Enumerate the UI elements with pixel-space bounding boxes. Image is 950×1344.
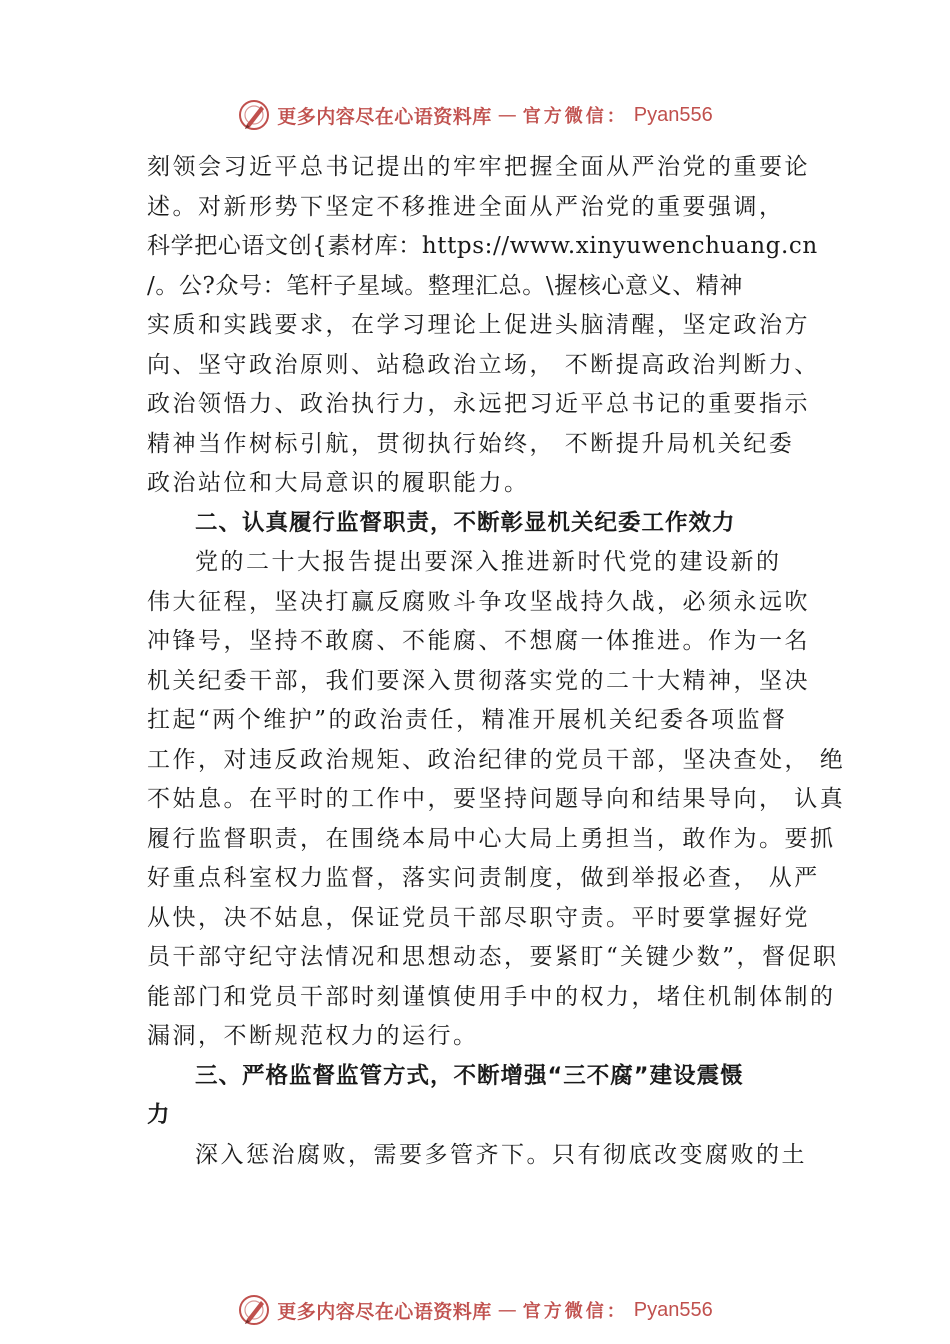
text-line: 实质和实践要求，在学习理论上促进头脑清醒，坚定政治方 bbox=[147, 312, 810, 338]
text-line: 工作，对违反政治规矩、政治纪律的党员干部，坚决查处， 绝 bbox=[147, 746, 846, 773]
paragraph-2 bbox=[147, 543, 846, 1057]
text-line: 精神当作树标引航，贯彻执行始终， 不断提升局机关纪委 bbox=[147, 430, 795, 457]
text-line: /。公?众号：笔杆子星域。整理汇总。\握核心意义、精神 bbox=[147, 272, 744, 299]
text-line: 政治站位和大局意识的履职能力。 bbox=[147, 470, 530, 496]
text-line: 能部门和党员干部时刻谨慎使用手中的权力，堵住机制体制的 bbox=[147, 983, 836, 1010]
text-line: 向、坚守政治原则、站稳政治立场， 不断提高政治判断力、 bbox=[147, 351, 820, 378]
paragraph-3 bbox=[147, 1136, 822, 1176]
banner-wechat-id: Pyan556 bbox=[633, 103, 713, 126]
text-line: 冲锋号，坚持不敢腐、不能腐、不想腐一体推进。作为一名 bbox=[147, 628, 810, 654]
section-heading-2: 二、认真履行监督职责，不断彰显机关纪委工作效力 bbox=[195, 509, 736, 536]
section-heading-3-continued: 力 bbox=[147, 1102, 171, 1128]
banner-brand: 更多内容尽在心语资料库 bbox=[277, 105, 492, 128]
text-line: 扛起“两个维护”的政治责任，精准开展机关纪委各项监督 bbox=[147, 707, 788, 733]
text-line: 科学把心语文创{素材库：https://www.xinyuwenchuang.cn bbox=[147, 233, 818, 259]
text-line: 伟大征程，坚决打赢反腐败斗争攻坚战持久战，必须永远吹 bbox=[147, 588, 810, 615]
pen-circle-logo-icon bbox=[237, 98, 271, 132]
text-line: 不姑息。在平时的工作中，要坚持问题导向和结果导向， 认真 bbox=[147, 786, 846, 812]
document-body bbox=[147, 148, 846, 1175]
banner-wechat-id: Pyan556 bbox=[633, 1298, 713, 1321]
text-line: 从快，决不姑息，保证党员干部尽职守责。平时要掌握好党 bbox=[147, 904, 810, 931]
text-line: 政治领悟力、政治执行力，永远把习近平总书记的重要指示 bbox=[147, 391, 810, 417]
text-line: 机关纪委干部，我们要深入贯彻落实党的二十大精神，坚决 bbox=[147, 667, 810, 694]
banner-wechat-label: 官方微信： bbox=[522, 106, 628, 127]
text-line: 深入惩治腐败，需要多管齐下。只有彻底改变腐败的土 bbox=[195, 1141, 807, 1168]
banner-separator: — bbox=[497, 104, 517, 126]
header-watermark-banner bbox=[0, 95, 950, 135]
text-line: 员干部守纪守法情况和思想动态，要紧盯“关键少数”，督促职 bbox=[147, 944, 839, 970]
banner-wechat-label: 官方微信： bbox=[522, 1301, 628, 1322]
pen-circle-logo-icon bbox=[237, 1293, 271, 1327]
text-line: 履行监督职责，在围绕本局中心大局上勇担当，敢作为。要抓 bbox=[147, 825, 836, 852]
footer-watermark-banner bbox=[0, 1290, 950, 1330]
text-line: 述。对新形势下坚定不移推进全面从严治党的重要强调， bbox=[147, 193, 785, 220]
section-heading-3: 三、严格监督监管方式，不断增强“三不腐”建设震慑 bbox=[195, 1062, 744, 1089]
text-line: 好重点科室权力监督，落实问责制度，做到举报必查， 从严 bbox=[147, 865, 820, 891]
text-line: 漏洞，不断规范权力的运行。 bbox=[147, 1023, 479, 1049]
paragraph-1 bbox=[147, 148, 822, 504]
text-line: 党的二十大报告提出要深入推进新时代党的建设新的 bbox=[195, 549, 782, 575]
banner-separator: — bbox=[497, 1299, 517, 1321]
text-line: 刻领会习近平总书记提出的牢牢把握全面从严治党的重要论 bbox=[147, 154, 810, 180]
banner-brand: 更多内容尽在心语资料库 bbox=[277, 1300, 492, 1323]
